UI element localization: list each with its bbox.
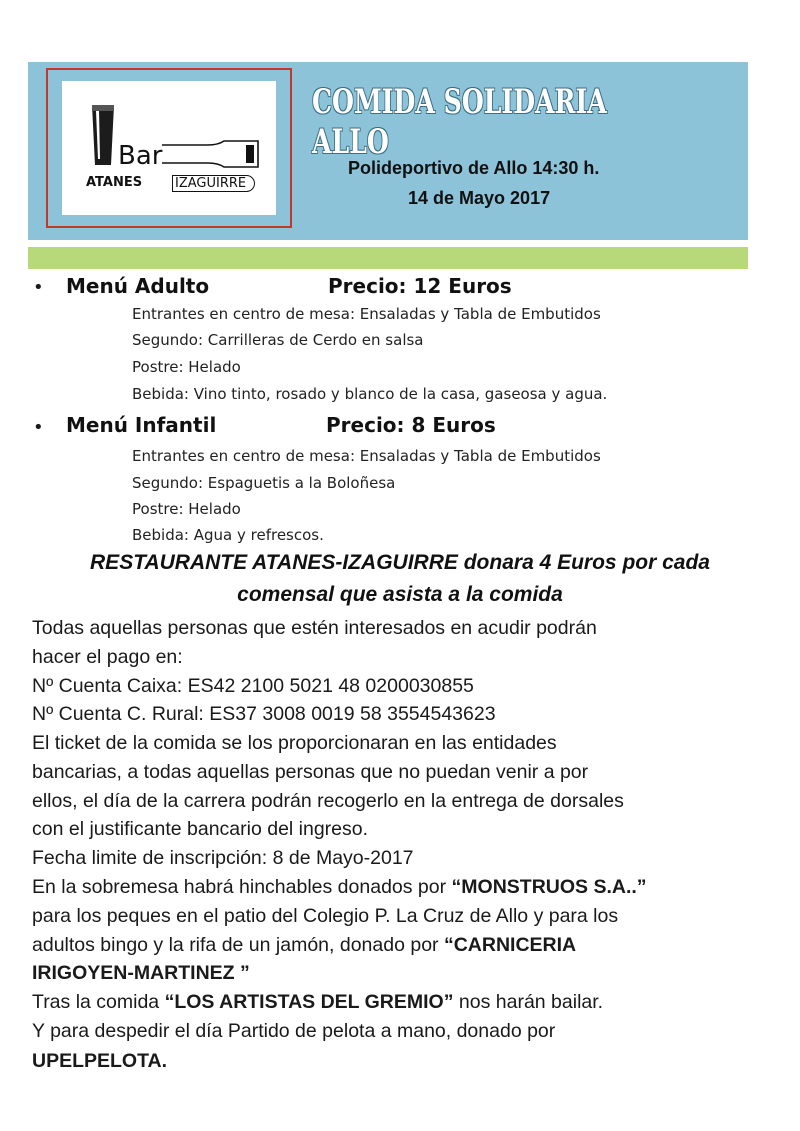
bar-logo <box>62 81 276 215</box>
sponsor-carniceria: “CARNICERIA <box>443 934 577 956</box>
menu-adult-item: Entrantes en centro de mesa: Ensaladas y Tabla de Embutidos <box>132 305 601 323</box>
body-line <box>32 876 647 899</box>
divider-strip <box>28 247 748 269</box>
beer-glass-icon <box>90 103 116 167</box>
menu-adult-item: Segundo: Carrilleras de Cerdo en salsa <box>132 331 424 349</box>
body-line <box>32 1050 167 1073</box>
menu-child-item: Bebida: Agua y refrescos. <box>132 526 324 544</box>
logo-brand-atanes: ATANES <box>86 175 143 190</box>
registration-deadline: Fecha limite de inscripción: 8 de Mayo-2017 <box>32 847 414 869</box>
event-date: 14 de Mayo 2017 <box>408 188 551 208</box>
body-text: Tras la comida <box>32 991 165 1013</box>
artists-name: “LOS ARTISTAS DEL GREMIO” <box>164 991 454 1013</box>
bullet-icon: • <box>33 277 44 298</box>
menu-child-item: Segundo: Espaguetis a la Boloñesa <box>132 474 396 492</box>
body-line: hacer el pago en: <box>32 646 183 668</box>
body-text: En la sobremesa habrá hinchables donados por <box>32 876 452 898</box>
body-text: adultos bingo y la rifa de un jamón, donado por <box>32 934 444 956</box>
body-line: Y para despedir el día Partido de pelota a mano, donado por <box>32 1020 556 1042</box>
logo-frame <box>46 68 292 228</box>
sponsor-monstruos: “MONSTRUOS S.A..” <box>451 876 647 898</box>
menu-child-item: Entrantes en centro de mesa: Ensaladas y Tabla de Embutidos <box>132 447 601 465</box>
body-line: para los peques en el patio del Colegio P. La Cruz de Allo y para los <box>32 905 619 927</box>
menu-child-title: Menú Infantil <box>66 413 217 437</box>
body-line: con el justificante bancario del ingreso. <box>32 818 369 840</box>
donation-notice-line2: comensal que asista a la comida <box>237 583 563 606</box>
menu-child-item: Postre: Helado <box>132 500 241 518</box>
body-text: nos harán bailar. <box>453 991 604 1013</box>
menu-adult-price: Precio: 12 Euros <box>328 274 512 298</box>
account-caixa: Nº Cuenta Caixa: ES42 2100 5021 48 0200030855 <box>32 675 474 697</box>
menu-adult-item: Bebida: Vino tinto, rosado y blanco de la casa, gaseosa y agua. <box>132 385 608 403</box>
menu-adult-title: Menú Adulto <box>66 274 210 298</box>
bottle-icon <box>162 139 262 169</box>
logo-brand-izaguirre: IZAGUIRRE <box>172 175 255 192</box>
body-line <box>32 991 603 1014</box>
account-rural: Nº Cuenta C. Rural: ES37 3008 0019 58 3554543623 <box>32 703 496 725</box>
page-title: COMIDA SOLIDARIA ALLO <box>312 82 607 162</box>
body-line <box>32 962 250 985</box>
body-line: ellos, el día de la carrera podrán recogerlo en la entrega de dorsales <box>32 790 624 812</box>
body-line <box>32 934 576 957</box>
bullet-icon: • <box>33 417 44 438</box>
body-line: Todas aquellas personas que estén interesados en acudir podrán <box>32 617 597 639</box>
donation-notice-line1: RESTAURANTE ATANES-IZAGUIRRE donara 4 Euros por cada <box>90 551 710 574</box>
sponsor-carniceria-name: IRIGOYEN-MARTINEZ ” <box>32 962 250 984</box>
menu-adult-item: Postre: Helado <box>132 358 241 376</box>
logo-bar-word: Bar <box>118 141 163 171</box>
body-line: bancarias, a todas aquellas personas que no puedan venir a por <box>32 761 589 783</box>
sponsor-upelpelota: UPELPELOTA. <box>32 1050 168 1072</box>
event-venue: Polideportivo de Allo 14:30 h. <box>348 158 600 178</box>
menu-child-price: Precio: 8 Euros <box>326 413 496 437</box>
body-line: El ticket de la comida se los proporcionaran en las entidades <box>32 732 557 754</box>
